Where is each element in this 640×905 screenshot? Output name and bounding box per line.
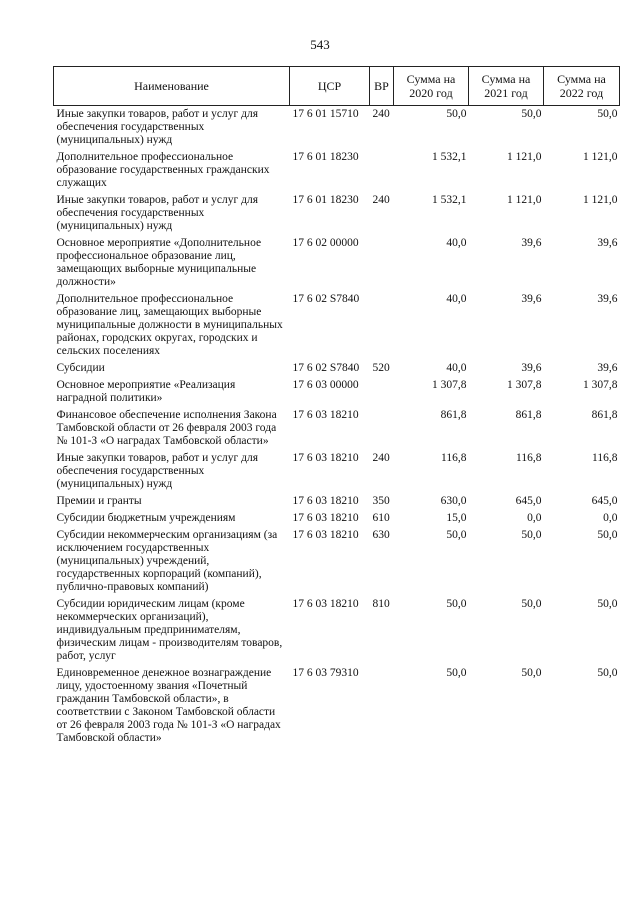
row-sum-2022: 50,0 (597, 598, 618, 610)
header-sum-2021: Сумма на 2021 год (469, 67, 544, 106)
row-vr-code: 610 (372, 512, 390, 524)
row-sum-2022: 116,8 (592, 452, 618, 464)
row-sum-2021: 50,0 (521, 529, 542, 541)
row-sum-2021: 0,0 (527, 512, 542, 524)
table-body (54, 106, 620, 750)
row-sum-2022: 39,6 (597, 293, 618, 305)
row-name: Дополнительное профессиональное образование государственных гражданских служащих (56, 151, 270, 189)
row-name: Премии и гранты (56, 495, 142, 507)
row-sum-2022: 645,0 (591, 495, 618, 507)
row-sum-2022: 50,0 (597, 667, 618, 679)
row-vr-code: 810 (372, 598, 390, 610)
row-sum-2021: 39,6 (521, 293, 542, 305)
row-csr-code: 17 6 03 18210 (292, 409, 359, 421)
row-sum-2021: 50,0 (521, 108, 542, 120)
row-sum-2020: 50,0 (446, 598, 467, 610)
table-row (54, 409, 620, 452)
row-sum-2020: 116,8 (441, 452, 467, 464)
row-sum-2021: 1 121,0 (507, 151, 542, 163)
row-vr-code (370, 409, 394, 452)
row-csr-code: 17 6 02 S7840 (292, 293, 360, 305)
table-row (54, 237, 620, 293)
table-row (54, 667, 620, 749)
row-sum-2020: 50,0 (446, 529, 467, 541)
row-sum-2020: 1 532,1 (432, 194, 467, 206)
row-csr-code: 17 6 03 18210 (292, 598, 359, 610)
row-sum-2021: 50,0 (521, 598, 542, 610)
table-row (54, 529, 620, 598)
row-vr-code (370, 237, 394, 293)
row-csr-code: 17 6 03 79310 (292, 667, 359, 679)
table-row (54, 151, 620, 194)
row-sum-2021: 1 307,8 (507, 379, 542, 391)
row-name: Дополнительное профессиональное образование лиц, замещающих выборные муниципальные должности в муниципальных районах, городских округах, городских и сельских поселениях (56, 293, 283, 357)
row-csr-code: 17 6 03 18210 (292, 512, 359, 524)
table-row (54, 106, 620, 152)
row-vr-code: 350 (372, 495, 390, 507)
row-sum-2021: 39,6 (521, 237, 542, 249)
header-name: Наименование (54, 67, 290, 106)
table-row (54, 194, 620, 237)
header-csr: ЦСР (290, 67, 370, 106)
row-sum-2021: 645,0 (515, 495, 542, 507)
row-csr-code: 17 6 01 18230 (292, 194, 359, 206)
row-sum-2020: 40,0 (446, 362, 467, 374)
row-csr-code: 17 6 03 00000 (292, 379, 359, 391)
row-sum-2022: 861,8 (591, 409, 618, 421)
table-row (54, 362, 620, 379)
row-sum-2020: 861,8 (440, 409, 467, 421)
row-vr-code: 630 (372, 529, 390, 541)
row-sum-2021: 861,8 (515, 409, 542, 421)
row-csr-code: 17 6 02 00000 (292, 237, 359, 249)
row-name: Иные закупки товаров, работ и услуг для обеспечения государственных (муниципальных) нужд (56, 194, 258, 232)
row-sum-2020: 15,0 (446, 512, 467, 524)
row-sum-2020: 40,0 (446, 293, 467, 305)
header-sum-2020: Сумма на 2020 год (394, 67, 469, 106)
row-sum-2021: 1 121,0 (507, 194, 542, 206)
row-vr-code (370, 667, 394, 749)
row-vr-code (370, 151, 394, 194)
row-sum-2022: 39,6 (597, 237, 618, 249)
row-sum-2021: 39,6 (521, 362, 542, 374)
table-row (54, 379, 620, 409)
row-name: Основное мероприятие «Реализация наградной политики» (56, 379, 236, 404)
table-header-row (54, 67, 620, 106)
row-name: Иные закупки товаров, работ и услуг для обеспечения государственных (муниципальных) нужд (56, 452, 258, 490)
row-name: Субсидии некоммерческим организациям (за исключением государственных (муниципальных) учреждений, государственных корпораций (компаний), публично-правовых компаний) (56, 529, 278, 593)
row-csr-code: 17 6 01 15710 (292, 108, 359, 120)
header-vr: ВР (370, 67, 394, 106)
row-vr-code: 240 (372, 108, 390, 120)
row-sum-2022: 39,6 (597, 362, 618, 374)
row-sum-2022: 1 307,8 (583, 379, 618, 391)
table-row (54, 512, 620, 529)
row-vr-code (370, 379, 394, 409)
row-name: Иные закупки товаров, работ и услуг для обеспечения государственных (муниципальных) нужд (56, 108, 258, 146)
row-sum-2020: 630,0 (440, 495, 467, 507)
row-sum-2020: 40,0 (446, 237, 467, 249)
row-name: Субсидии бюджетным учреждениям (56, 512, 236, 524)
row-vr-code: 240 (372, 452, 390, 464)
row-sum-2022: 1 121,0 (583, 151, 618, 163)
row-name: Основное мероприятие «Дополнительное профессиональное образование лиц, замещающих выборные муниципальные должности» (56, 237, 262, 288)
row-vr-code: 520 (372, 362, 390, 374)
row-sum-2022: 50,0 (597, 108, 618, 120)
row-name: Субсидии юридическим лицам (кроме некоммерческих организаций), индивидуальным предпринимателям, физическим лицам - производителям товаров, работ, услуг (56, 598, 283, 662)
row-name: Единовременное денежное вознаграждение лицу, удостоенному звания «Почетный гражданин Тамбовской области», в соответствии с Законом Тамбовской области от 26 февраля 2003 года № 101-З «О наградах Тамбовской области» (56, 667, 281, 744)
page-number: 543 (310, 37, 330, 52)
row-csr-code: 17 6 03 18210 (292, 529, 359, 541)
budget-table (53, 66, 620, 749)
row-vr-code (370, 293, 394, 362)
row-vr-code: 240 (372, 194, 390, 206)
row-sum-2020: 1 532,1 (432, 151, 467, 163)
row-sum-2021: 116,8 (516, 452, 542, 464)
header-sum-2022: Сумма на 2022 год (544, 67, 620, 106)
row-sum-2022: 0,0 (603, 512, 618, 524)
row-sum-2022: 50,0 (597, 529, 618, 541)
table-row (54, 452, 620, 495)
row-csr-code: 17 6 01 18230 (292, 151, 359, 163)
row-name: Субсидии (56, 362, 105, 374)
row-sum-2020: 50,0 (446, 667, 467, 679)
row-csr-code: 17 6 02 S7840 (292, 362, 360, 374)
row-sum-2021: 50,0 (521, 667, 542, 679)
table-row (54, 293, 620, 362)
row-sum-2022: 1 121,0 (583, 194, 618, 206)
row-sum-2020: 50,0 (446, 108, 467, 120)
row-csr-code: 17 6 03 18210 (292, 495, 359, 507)
row-sum-2020: 1 307,8 (432, 379, 467, 391)
row-csr-code: 17 6 03 18210 (292, 452, 359, 464)
table-row (54, 495, 620, 512)
table-row (54, 598, 620, 667)
row-name: Финансовое обеспечение исполнения Закона Тамбовской области от 26 февраля 2003 года № 101-З «О наградах Тамбовской области» (56, 409, 277, 447)
